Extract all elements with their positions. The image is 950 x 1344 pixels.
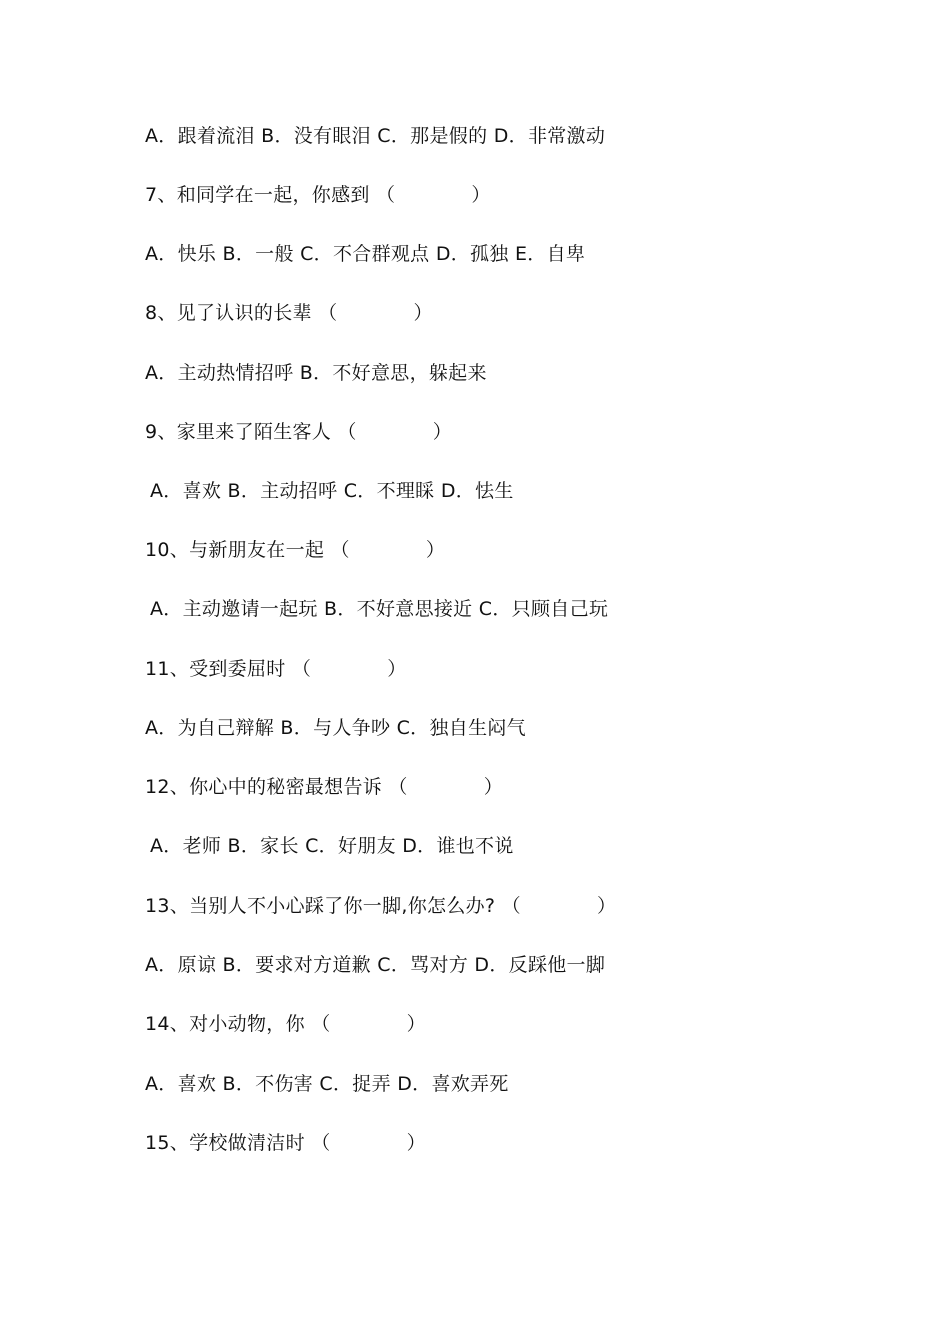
question-9: 9、家里来了陌生客人 （ ） <box>145 421 453 443</box>
question-14: 14、对小动物，你 （ ） <box>145 1013 426 1035</box>
question-11-options: A．为自己辩解 B．与人争吵 C．独自生闷气 <box>145 717 526 739</box>
question-12-options: A．老师 B．家长 C．好朋友 D．谁也不说 <box>150 835 514 857</box>
question-12: 12、你心中的秘密最想告诉 （ ） <box>145 776 504 798</box>
question-10: 10、与新朋友在一起 （ ） <box>145 539 446 561</box>
question-15: 15、学校做清洁时 （ ） <box>145 1132 426 1154</box>
question-8-options: A．主动热情招呼 B．不好意思，躲起来 <box>145 362 487 384</box>
question-11: 11、受到委屈时 （ ） <box>145 658 407 680</box>
question-8: 8、见了认识的长辈 （ ） <box>145 302 433 324</box>
question-14-options: A．喜欢 B．不伤害 C．捉弄 D．喜欢弄死 <box>145 1073 509 1095</box>
question-6-options: A．跟着流泪 B．没有眼泪 C．那是假的 D．非常激动 <box>145 125 606 147</box>
question-7: 7、和同学在一起，你感到 （ ） <box>145 184 491 206</box>
question-10-options: A．主动邀请一起玩 B．不好意思接近 C．只顾自己玩 <box>150 598 609 620</box>
question-13-options: A．原谅 B．要求对方道歉 C．骂对方 D．反踩他一脚 <box>145 954 606 976</box>
question-13: 13、当别人不小心踩了你一脚,你怎么办? （ ） <box>145 895 617 917</box>
question-7-options: A．快乐 B．一般 C．不合群观点 D．孤独 E．自卑 <box>145 243 586 265</box>
question-9-options: A．喜欢 B．主动招呼 C．不理睬 D．怯生 <box>150 480 514 502</box>
